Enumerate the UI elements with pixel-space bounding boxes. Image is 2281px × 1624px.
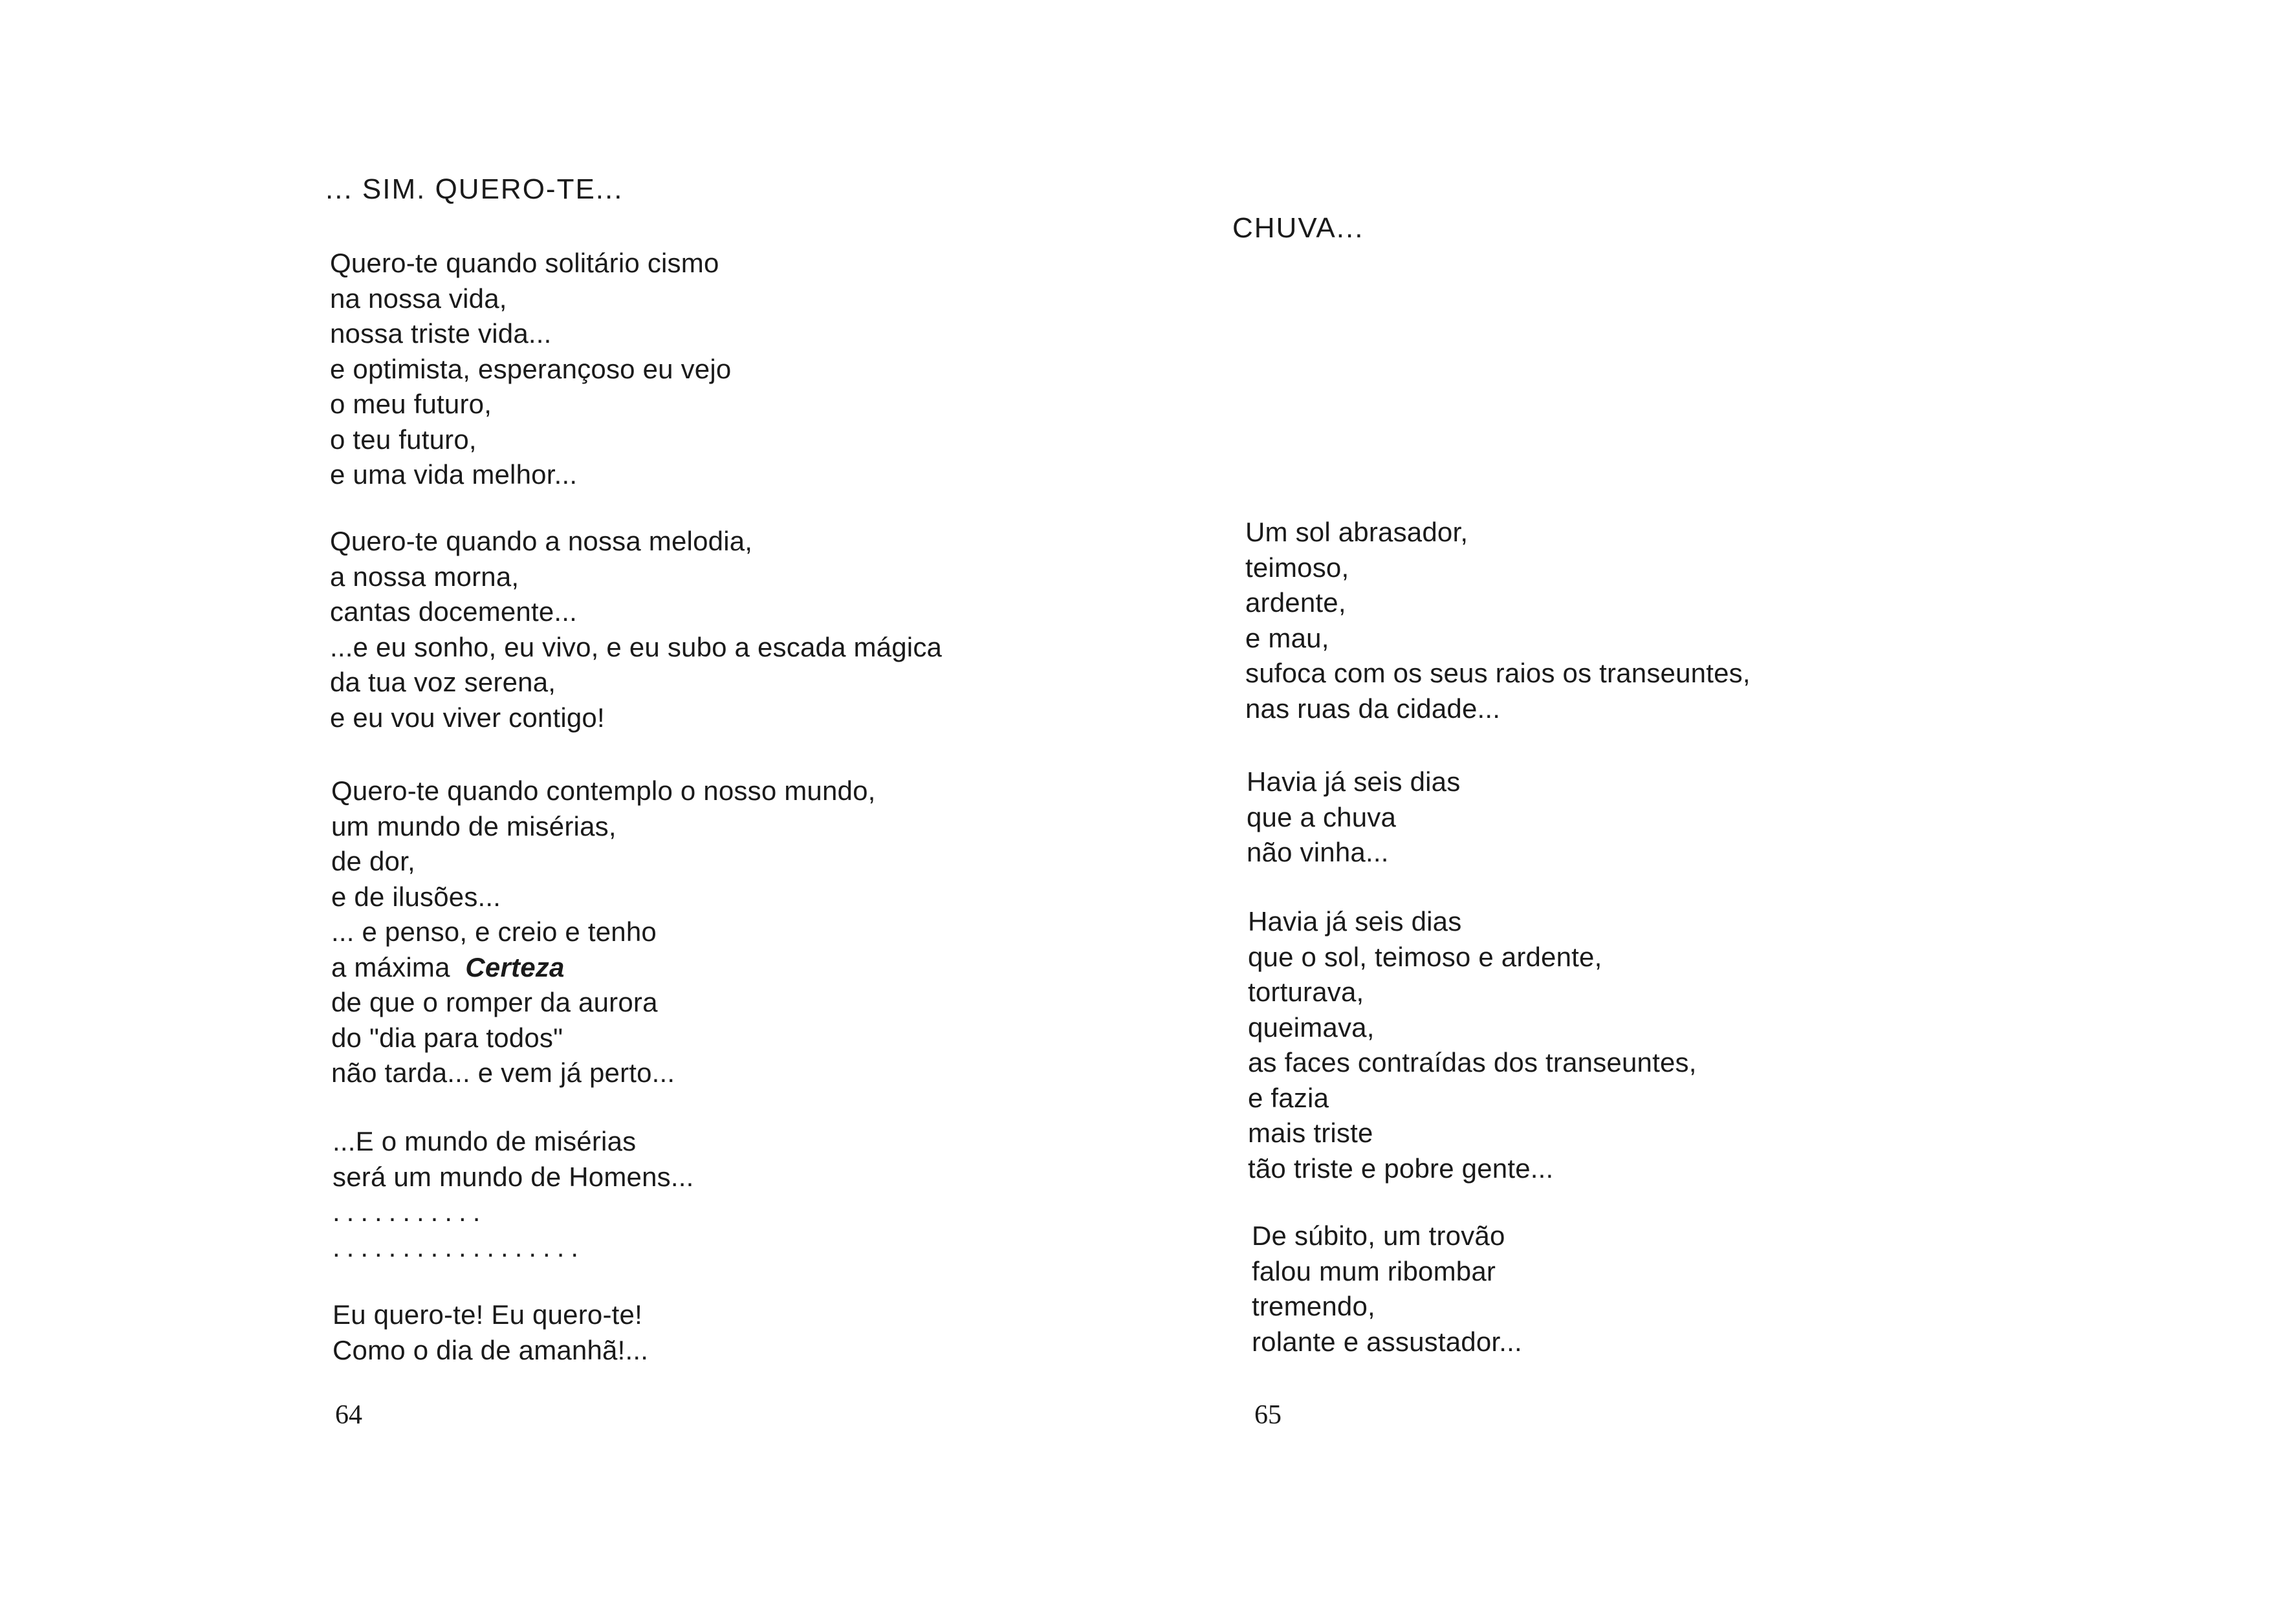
poem-line: da tua voz serena, [330,667,556,697]
poem-line: falou mum ribombar [1252,1255,1496,1286]
poem-line: a nossa morna, [330,561,519,592]
poem-line: Havia já seis dias [1248,906,1462,937]
poem-line: Quero-te quando a nossa melodia, [330,526,753,556]
page-number: 64 [335,1400,362,1430]
poem-title: CHUVA... [1232,212,1364,244]
poem-line [331,950,876,986]
poem-line: torturava, [1248,977,1364,1007]
poem-line: Eu quero-te! Eu quero-te! [333,1299,642,1330]
poem-line: tão triste e pobre gente... [1248,1153,1554,1184]
stanza-2 [1247,764,1460,871]
poem-line: o meu futuro, [330,389,492,419]
poem-line: e eu vou viver contigo! [330,702,605,733]
poem-line: queimava, [1248,1012,1375,1043]
stanza-3 [1248,904,1697,1186]
poem-line: teimoso, [1245,552,1349,583]
poem-line: do "dia para todos" [331,1022,563,1053]
poem-line: cantas docemente... [330,596,578,627]
poem-line: o teu futuro, [330,424,477,455]
poem-line: e de ilusões... [331,881,501,912]
poem-line: nossa triste vida... [330,318,552,349]
poem-line: Quero-te quando solitário cismo [330,248,719,278]
poem-line-text: a máxima [331,951,450,982]
stanza-3 [331,774,876,1091]
poem-line: De súbito, um trovão [1252,1220,1505,1251]
left-page [0,0,1140,1624]
poem-line: Quero-te quando contemplo o nosso mundo, [331,775,876,806]
stanza-4 [1252,1218,1522,1359]
poem-line: sufoca com os seus raios os transeuntes, [1245,658,1751,688]
poem-line: que o sol, teimoso e ardente, [1248,941,1602,972]
poem-line: será um mundo de Homens... [333,1161,694,1192]
poem-line: que a chuva [1247,801,1397,832]
stanza-1 [330,246,731,493]
poem-line: ardente, [1245,587,1346,618]
poem-title: ... SIM. QUERO-TE... [325,173,624,205]
poem-line: e mau, [1245,622,1329,653]
poem-line: ...e eu sonho, eu vivo, e eu subo a escada mágica [330,631,943,662]
poem-line: nas ruas da cidade... [1245,693,1501,724]
poem-line: não vinha... [1247,837,1389,867]
poem-line: e uma vida melhor... [330,459,578,490]
poem-line: Havia já seis dias [1247,766,1461,797]
poem-line: tremendo, [1252,1291,1375,1321]
page-number: 65 [1254,1400,1282,1430]
emphasis-word: Certeza [465,951,565,982]
poem-line: ...E o mundo de misérias [333,1126,637,1156]
stanza-4 [333,1124,693,1265]
poem-line: mais triste [1248,1118,1373,1148]
right-page [1140,0,2281,1624]
poem-line: e optimista, esperançoso eu vejo [330,353,732,384]
stanza-1 [1245,515,1751,726]
poem-line: de que o romper da aurora [331,987,658,1017]
poem-line: Um sol abrasador, [1245,517,1468,547]
ellipsis-line: .................. [333,1231,585,1262]
poem-line: não tarda... e vem já perto... [331,1057,675,1088]
stanza-2 [330,524,942,735]
ellipsis-line: ........... [333,1196,487,1227]
stanza-5 [333,1297,648,1368]
poem-line: Como o dia de amanhã!... [333,1334,649,1365]
poem-line: e fazia [1248,1082,1329,1113]
poem-line: ... e penso, e creio e tenho [331,916,657,947]
poem-line: as faces contraídas dos transeuntes, [1248,1047,1697,1077]
poem-line: de dor, [331,846,415,876]
poem-line: um mundo de misérias, [331,810,617,841]
poem-line: rolante e assustador... [1252,1326,1522,1357]
poem-line: na nossa vida, [330,283,507,314]
